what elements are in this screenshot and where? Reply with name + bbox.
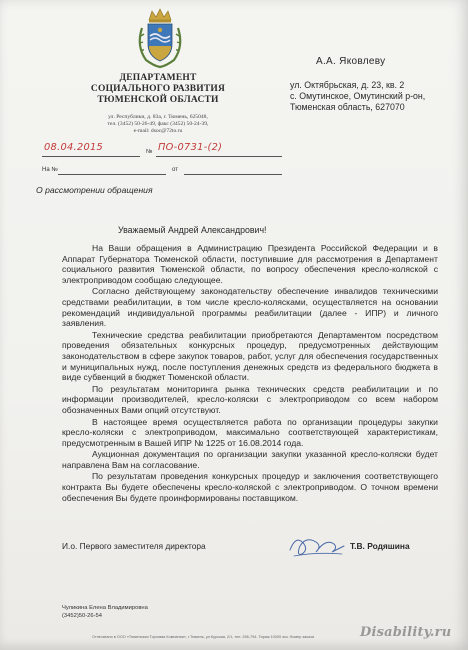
reference-line bbox=[42, 163, 282, 177]
department-title-line: СОЦИАЛЬНОГО РАЗВИТИЯ bbox=[90, 84, 226, 94]
body-paragraph: В настоящее время осуществляется работа по организации процедуры закупки кресло-коляски с электроприводом, максимально соответствующей характеристикам, предусмотренным в Вашей ИПР № 1225 от 16.08.2014 года. bbox=[62, 416, 438, 448]
executor-name: Чуликина Елена Владимировна bbox=[62, 605, 148, 611]
body-paragraph: Технические средства реабилитации приобретаются Департаментом посредством проведения обязательных конкурсных процедур, предусмотренных действующим законодательством в сфере закупок товаров, работ, услуг для обеспечения государственных и муниципальных нужд, после поступления денежных средств из федерального бюджета в виде субвенций в бюджет Тюменской области. bbox=[62, 329, 438, 383]
number-underline bbox=[156, 156, 282, 157]
department-title bbox=[78, 73, 238, 106]
registration-line bbox=[42, 142, 282, 159]
executor-info bbox=[62, 604, 148, 620]
department-title-line: ДЕПАРТАМЕНТ bbox=[119, 73, 197, 83]
body-paragraph: По результатам проведения конкурсных процедур и заключения соответствующего контракта Вы будете обеспечены кресло-коляской с электроприводом. О точном времени обеспечения Вы будете проинформированы поставщиком. bbox=[62, 471, 438, 503]
letter-body bbox=[62, 243, 438, 504]
address-line: с. Омутинское, Омутинский р-он, bbox=[290, 91, 426, 101]
letter-subject: О рассмотрении обращения bbox=[36, 185, 153, 195]
reference-number-underline bbox=[58, 174, 166, 175]
date-underline bbox=[42, 156, 140, 157]
body-paragraph: По результатам мониторинга рынка технических средств реабилитации и по информации производителей, кресло-коляски с электроприводом со всем набором обозначенных Вами опций отсутствуют. bbox=[62, 383, 438, 415]
coat-of-arms-icon bbox=[132, 6, 188, 70]
printer-footer-note: Отпечатано в ООО «Тюменская Торговая Компания», г.Тюмень, ул.Курская, 2/1, тел. 256-794. Тираж 10000 экз. Номер заказа bbox=[92, 635, 314, 639]
executor-phone: (3452)50-26-54 bbox=[62, 613, 102, 619]
registration-date: 08.04.2015 bbox=[44, 142, 104, 153]
recipient-address bbox=[290, 80, 425, 113]
reference-number-label: На № bbox=[42, 167, 58, 173]
body-paragraph: Согласно действующему законодательству обеспечение инвалидов техническими средствами реабилитации, в том числе кресло-колясками, осуществляется на основании рекомендаций индивидуальной программы реабилитации (далее - ИПР) и личного заявления. bbox=[62, 286, 438, 329]
recipient-name: А.А. Яковлеву bbox=[316, 56, 386, 67]
handwritten-signature-icon bbox=[286, 528, 350, 562]
contact-line: тел. (3452) 50-26-49, факс (3452) 50-24-39, bbox=[107, 121, 209, 128]
department-contacts bbox=[78, 114, 238, 136]
contact-line: e-mail: dsoc@72to.ru bbox=[133, 128, 183, 135]
greeting: Уважаемый Андрей Александрович! bbox=[118, 225, 267, 235]
signatory-position: И.о. Первого заместителя директора bbox=[62, 541, 206, 551]
department-title-line: ТЮМЕНСКОЙ ОБЛАСТИ bbox=[97, 95, 219, 105]
site-watermark: Disability.ru bbox=[360, 625, 452, 640]
reference-date-label: от bbox=[172, 167, 178, 173]
address-line: ул. Октябрьская, д. 23, кв. 2 bbox=[290, 80, 405, 90]
address-line: Тюменская область, 627070 bbox=[290, 102, 405, 112]
body-paragraph: Аукционная документация по организации закупки указанной кресло-коляски будет направлена Вам на согласование. bbox=[62, 449, 438, 470]
registration-number: ПО-0731-(2) bbox=[158, 142, 223, 153]
body-paragraph: На Ваши обращения в Администрацию Президента Российской Федерации и в Аппарат Губернатора Тюменской области, поступившие для рассмотрения в Департамент социального развития Тюменской области, по вопросу обеспечения кресло-коляской с электроприводом сообщаю следующее. bbox=[62, 243, 438, 285]
reference-date-underline bbox=[184, 174, 282, 175]
signatory-name: Т.В. Родяшина bbox=[350, 541, 410, 551]
number-label: № bbox=[146, 149, 153, 155]
contact-line: ул. Республики, д. 83а, г. Тюмень, 625048, bbox=[108, 114, 208, 120]
